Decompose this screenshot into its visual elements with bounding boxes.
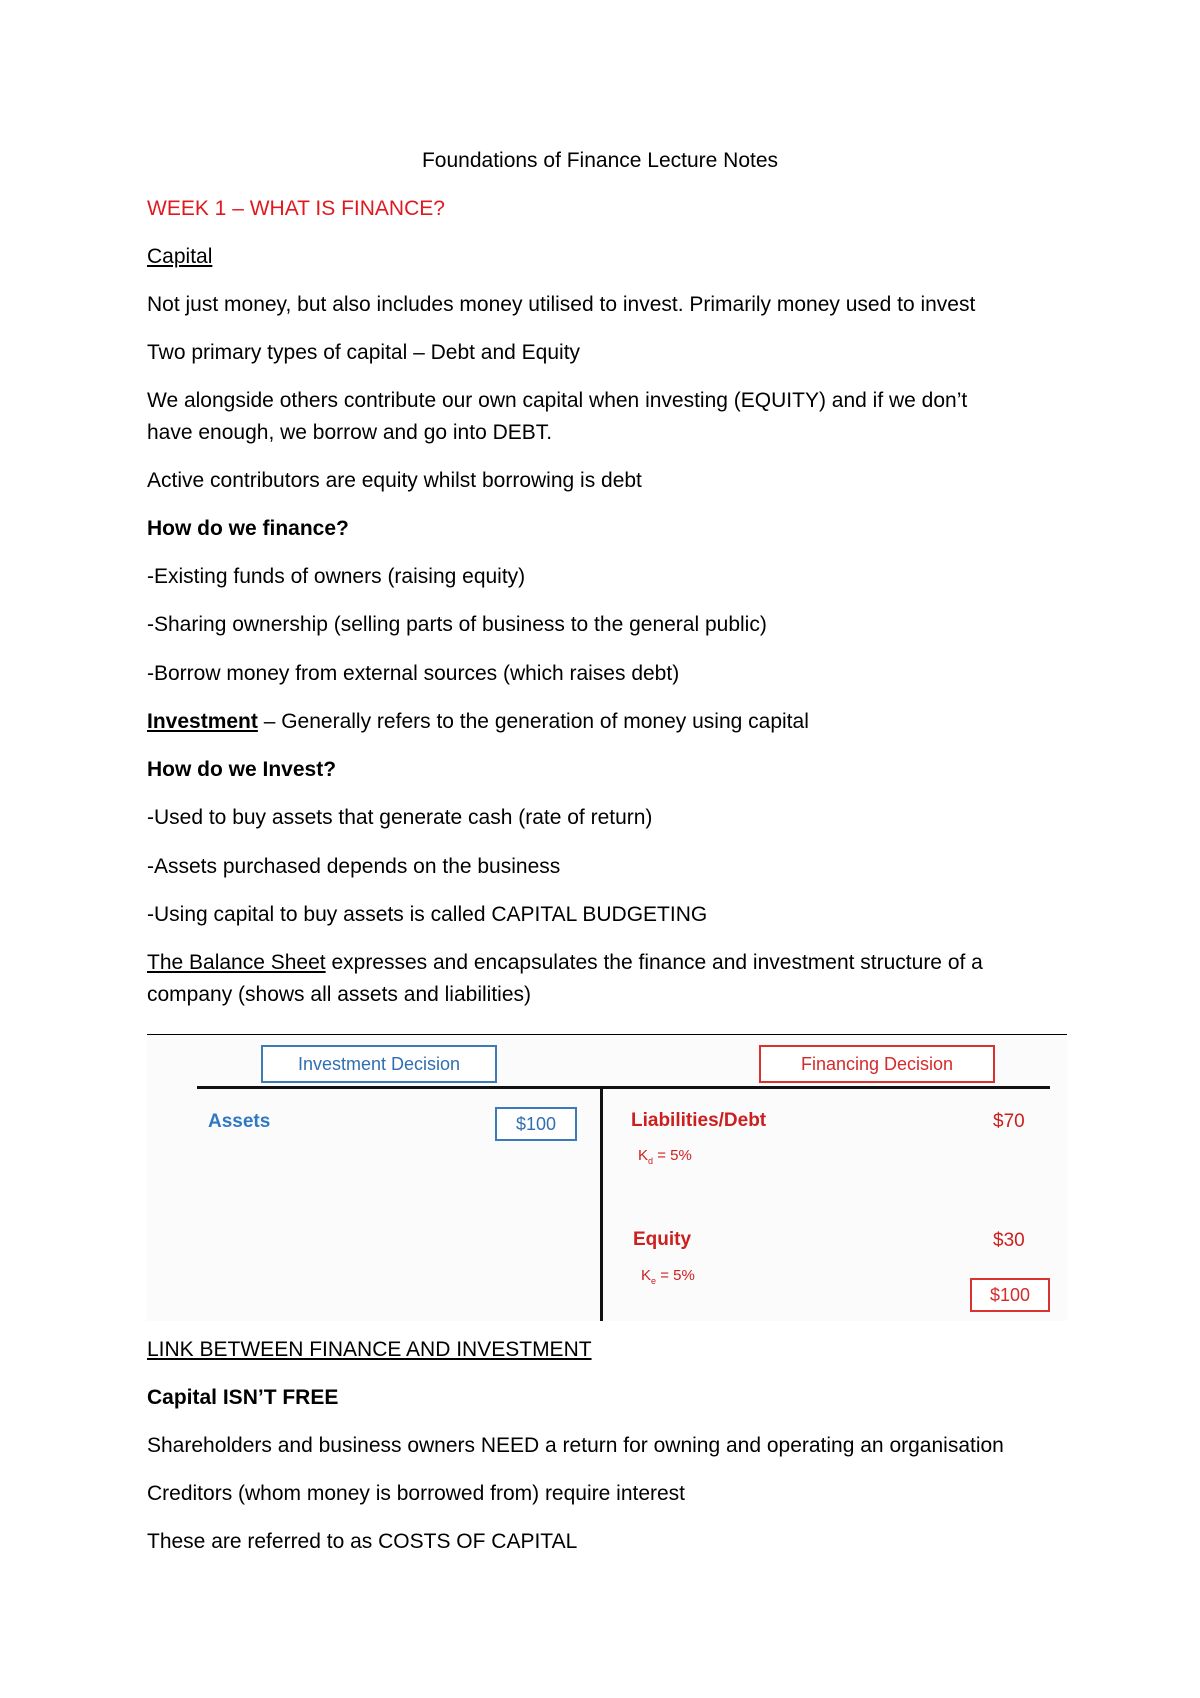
finance-item: -Sharing ownership (selling parts of business to the general public) xyxy=(147,613,767,636)
equity-debt-line-2: have enough, we borrow and go into DEBT. xyxy=(147,421,553,444)
week-heading: WEEK 1 – WHAT IS FINANCE? xyxy=(147,197,445,220)
invest-item: -Using capital to buy assets is called CAPITAL BUDGETING xyxy=(147,903,708,926)
finance-item: -Borrow money from external sources (which raises debt) xyxy=(147,662,680,685)
investment-term: Investment xyxy=(147,710,258,733)
t-account-horizontal-line xyxy=(197,1086,1050,1089)
t-account-vertical-line xyxy=(600,1087,603,1321)
link-heading: LINK BETWEEN FINANCE AND INVESTMENT xyxy=(147,1338,592,1361)
investment-definition xyxy=(147,706,1067,738)
total-value-box: $100 xyxy=(970,1278,1050,1312)
balance-sheet-line-1 xyxy=(147,947,1067,979)
document-title: Foundations of Finance Lecture Notes xyxy=(421,149,779,172)
cost-of-debt: $K_d = 5\%$ xyxy=(638,1147,692,1166)
active-contributors: Active contributors are equity whilst borrowing is debt xyxy=(147,469,642,492)
capital-heading: Capital xyxy=(147,245,213,268)
costs-of-capital-line: These are referred to as COSTS OF CAPITAL xyxy=(147,1530,578,1553)
assets-value-box: $100 xyxy=(495,1107,577,1141)
liabilities-label: Liabilities/Debt xyxy=(631,1110,767,1131)
financing-decision-box: Financing Decision xyxy=(759,1045,995,1083)
balance-sheet-line-2: company (shows all assets and liabilities) xyxy=(147,983,531,1006)
invest-heading: How do we Invest? xyxy=(147,758,337,781)
balance-sheet-text: expresses and encapsulates the finance and investment structure of a xyxy=(325,951,983,974)
finance-heading: How do we finance? xyxy=(147,517,349,540)
investment-decision-box: Investment Decision xyxy=(261,1045,497,1083)
invest-item: -Assets purchased depends on the business xyxy=(147,855,561,878)
creditors-line: Creditors (whom money is borrowed from) require interest xyxy=(147,1482,686,1505)
cost-of-equity: $K_e = 5\%$ xyxy=(641,1267,695,1286)
capital-types: Two primary types of capital – Debt and Equity xyxy=(147,341,581,364)
equity-debt-line-1: We alongside others contribute our own capital when investing (EQUITY) and if we don’t xyxy=(147,389,968,412)
investment-def-text: – Generally refers to the generation of money using capital xyxy=(257,710,809,733)
finance-item: -Existing funds of owners (raising equity) xyxy=(147,565,526,588)
equity-value: $30 xyxy=(993,1230,1025,1251)
liabilities-value: $70 xyxy=(993,1111,1025,1132)
shareholders-line: Shareholders and business owners NEED a return for owning and operating an organisation xyxy=(147,1434,1004,1457)
capital-definition: Not just money, but also includes money utilised to invest. Primarily money used to invest xyxy=(147,293,976,316)
capital-not-free: Capital ISN’T FREE xyxy=(147,1386,339,1409)
balance-sheet-term: The Balance Sheet xyxy=(147,951,326,974)
balance-sheet-diagram xyxy=(147,1035,1067,1321)
invest-item: -Used to buy assets that generate cash (rate of return) xyxy=(147,806,653,829)
assets-label: Assets xyxy=(208,1111,271,1132)
equity-label: Equity xyxy=(633,1229,692,1250)
